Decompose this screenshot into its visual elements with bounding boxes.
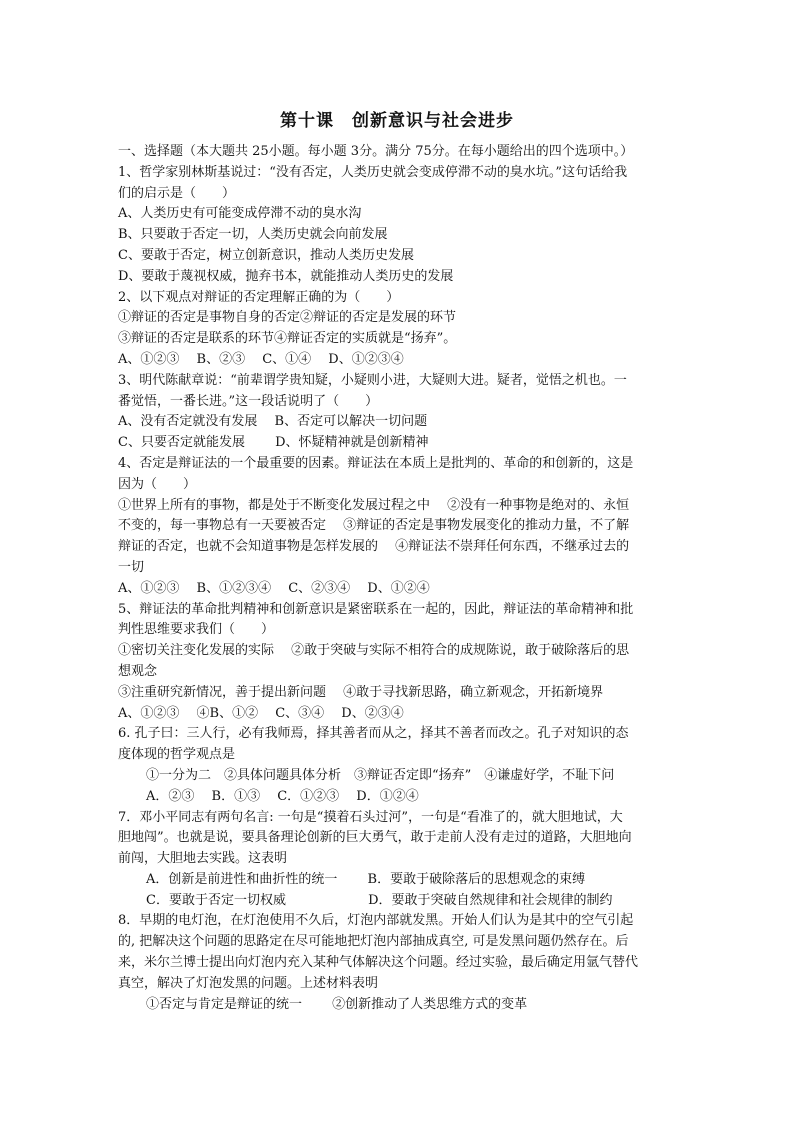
text-line: 判性思维要求我们（ ） — [118, 622, 275, 638]
text-line: 想观念 — [118, 663, 158, 679]
text-line: 7．邓小平同志有两句名言: 一句是“摸着石头过河”，一句是“看准了的，就大胆地试，大 — [118, 809, 623, 825]
text-line: 不变的，每一事物总有一天要被否定 ③辩证的否定是事物发展变化的推动力量，不了解 — [118, 518, 630, 534]
text-line: ①一分为二 ②具体问题具体分析 ③辩证否定即“扬弃” ④谦虚好学，不耻下问 — [146, 767, 615, 783]
text-line: 1、哲学家别林斯基说过：“没有否定，人类历史就会变成停滞不动的臭水坑。”这句话给我 — [118, 164, 628, 180]
text-line: C．要敢于否定一切权威 D．要敢于突破自然规律和社会规律的制约 — [146, 892, 613, 908]
question-text — [118, 142, 676, 1015]
text-line: ①辩证的否定是事物自身的否定②辩证的否定是发展的环节 — [118, 310, 457, 326]
page-title: 第十课 创新意识与社会进步 — [280, 111, 514, 131]
text-line: D、要敢于蔑视权威，抛弃书本，就能推动人类历史的发展 — [118, 268, 454, 284]
text-line: ③辩证的否定是联系的环节④辩证否定的实质就是“扬弃”。 — [118, 331, 457, 347]
text-line: ①密切关注变化发展的实际 ②敢于突破与实际不相符合的成规陈说，敢于破除落后的思 — [118, 643, 630, 659]
text-line: B、只要敢于否定一切，人类历史就会向前发展 — [118, 227, 388, 243]
text-line: 番觉悟，一番长进。”这一段话说明了（ ） — [118, 393, 379, 409]
text-line: 5、辩证法的革命批判精神和创新意识是紧密联系在一起的，因此，辩证法的革命精神和批 — [118, 601, 634, 617]
text-line: A．创新是前进性和曲折性的统一 B．要敢于破除落后的思想观念的束缚 — [146, 871, 586, 887]
text-line: C、要敢于否定，树立创新意识，推动人类历史发展 — [118, 247, 414, 263]
text-line: A、①②③ B、②③ C、①④ D、①②③④ — [118, 351, 404, 367]
text-line: ③注重研究新情况，善于提出新问题 ④敢于寻找新思路，确立新观念，开拓新境界 — [118, 684, 604, 700]
text-line: 2、以下观点对辩证的否定理解正确的为（ ） — [118, 289, 400, 305]
text-line: ①否定与肯定是辩证的统一 ②创新推动了人类思维方式的变革 — [146, 996, 528, 1012]
text-line: 一、选择题（本大题共 25小题。每小题 3分。满分 75分。在每小题给出的四个选项中。） — [118, 144, 634, 159]
text-line: 4、否定是辩证法的一个最重要的因素。辩证法在本质上是批判的、革命的和创新的，这是 — [118, 455, 634, 471]
text-line: A、人类历史有可能变成停滞不动的臭水沟 — [118, 206, 362, 222]
text-line: 胆地闯”。也就是说，要具备理论创新的巨大勇气，敢于走前人没有走过的道路，大胆地向 — [118, 830, 632, 846]
text-line: 的, 把解决这个问题的思路定在尽可能地把灯泡内部抽成真空, 可是发黑问题仍然存在。后 — [118, 934, 629, 950]
text-line: A．②③ B．①③ C．①②③ D．①②④ — [146, 788, 419, 804]
text-line: 因为（ ） — [118, 476, 197, 492]
text-line: C、只要否定就能发展 D、怀疑精神就是创新精神 — [118, 435, 429, 451]
text-line: 们的启示是（ ） — [118, 185, 236, 201]
text-line: 真空，解决了灯泡发黑的问题。上述材料表明 — [118, 975, 379, 991]
text-line: 辩证的否定，也就不会知道事物是怎样发展的 ④辩证法不崇拜任何东西，不继承过去的 — [118, 539, 630, 555]
text-line: 前闯，大胆地去实践。这表明 — [118, 851, 288, 867]
text-line: A、没有否定就没有发展 B、否定可以解决一切问题 — [118, 414, 428, 430]
text-line: 一切 — [118, 559, 145, 575]
text-line: 来，米尔兰博士提出向灯泡内充入某种气体解决这个问题。经过实验，最后确定用氩气替代 — [118, 955, 639, 971]
text-line: ①世界上所有的事物，都是处于不断变化发展过程之中 ②没有一种事物是绝对的、永恒 — [118, 497, 630, 513]
text-line: 6. 孔子曰：三人行，必有我师焉，择其善者而从之，择其不善者而改之。孔子对知识的态 — [118, 726, 629, 742]
text-line: A、①②③ ④B、①② C、③④ D、②③④ — [118, 705, 404, 721]
text-line: 度体现的哲学观点是 — [118, 747, 236, 763]
text-line: A、①②③ B、①②③④ C、②③④ D、①②④ — [118, 580, 430, 596]
text-line: 3、明代陈献章说：“前辈谓学贵知疑，小疑则小进，大疑则大进。疑者，觉悟之机也。一 — [118, 372, 627, 388]
text-line: 8．早期的电灯泡，在灯泡使用不久后，灯泡内部就发黑。开始人们认为是其中的空气引起 — [118, 913, 634, 929]
